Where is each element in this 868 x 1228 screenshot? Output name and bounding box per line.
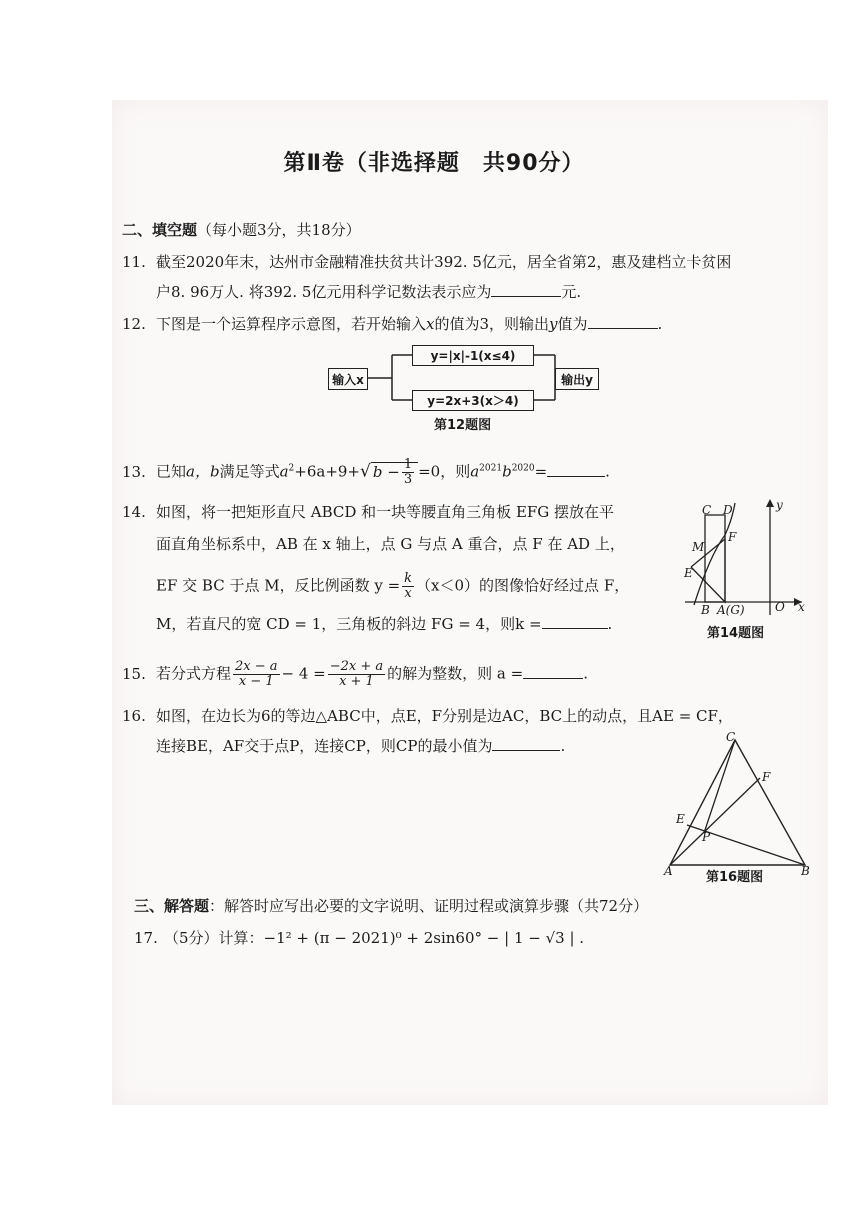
label-y: y (776, 498, 783, 512)
question-15-text-a: 若分式方程 (156, 664, 232, 683)
section-2-note: （每小题3分，共18分） (197, 221, 361, 239)
question-13-text-b: 满足等式 (219, 462, 280, 481)
expr-middle: +6a+9+ (294, 462, 361, 481)
exp-a: 2021 (479, 463, 503, 474)
section-2-title: 二、填空题 (122, 221, 198, 239)
label-F16: F (762, 770, 771, 784)
question-12-end: . (657, 315, 663, 333)
question-11-text-2: 户8. 96万人. 将392. 5亿元用科学记数法表示应为 (156, 283, 492, 301)
frac-k: k (404, 571, 413, 586)
page-title: 第Ⅱ卷（非选择题 共90分） (283, 151, 585, 176)
question-12-line (122, 314, 662, 334)
var-x: x (426, 315, 435, 333)
question-12-text-c: 值为 (557, 315, 588, 333)
figure-16-caption: 第16题图 (706, 870, 764, 885)
label-M: M (692, 540, 705, 554)
question-16-line1 (122, 706, 733, 726)
frac1-num: 2x − a (235, 659, 278, 674)
question-11-unit: 元. (561, 283, 582, 301)
question-14-line1 (122, 502, 614, 522)
question-14-line3 (156, 572, 629, 601)
frac2-den: x + 1 (339, 674, 374, 689)
question-15-text-b: 的解为整数，则 a = (387, 664, 524, 683)
question-11-text: 截至2020年末，达州市金融精准扶贫共计392. 5亿元，居全省第2，惠及建档立卡贫困 (156, 253, 732, 271)
question-14-text-3a: EF 交 BC 于点 M，反比例函数 y = (156, 576, 401, 595)
answer-blank-11[interactable] (491, 282, 561, 297)
question-14-line4 (156, 614, 612, 634)
question-15-line (122, 660, 588, 689)
input-box: 输入x (328, 368, 368, 390)
label-P16: P (702, 830, 711, 844)
var-ab: a，b (186, 462, 220, 481)
frac-den: 3 (403, 472, 413, 487)
question-13-end: . (605, 462, 610, 481)
res-a: a (470, 462, 480, 481)
label-O: O (775, 600, 785, 614)
question-17-line (134, 928, 584, 948)
fraction-2 (328, 660, 385, 689)
label-C16: C (726, 730, 736, 744)
question-14-text-1: 如图，将一把矩形直尺 ABCD 和一块等腰直角三角板 EFG 摆放在平 (156, 503, 615, 521)
question-13-text-a: 已知 (156, 462, 187, 481)
question-17-number: 17. (134, 929, 158, 947)
question-11-line2 (156, 282, 581, 302)
frac1-den: x − 1 (238, 674, 274, 689)
section-3-note: ：解答时应写出必要的文字说明、证明过程或演算步骤（共72分） (209, 897, 649, 915)
question-14-number: 14. (122, 503, 146, 521)
fraction-k-over-x (402, 572, 414, 601)
label-B: B (701, 603, 710, 617)
label-D: D (723, 503, 733, 517)
question-12-text-a: 下图是一个运算程序示意图，若开始输入 (156, 315, 427, 333)
question-14-text-4: M，若直尺的宽 CD = 1，三角板的斜边 FG = 4，则k = (156, 615, 542, 633)
answer-blank-16[interactable] (492, 736, 560, 751)
answer-blank-12[interactable] (588, 314, 658, 329)
question-12-number: 12. (122, 315, 146, 333)
label-x: x (798, 600, 805, 614)
answer-blank-13[interactable] (547, 462, 605, 477)
sqrt-b: b − (372, 462, 400, 481)
question-12-text-b: 的值为3，则输出 (434, 315, 550, 333)
question-13-number: 13. (122, 462, 146, 481)
expr-eq2: = (534, 462, 548, 481)
question-14-line2: 面直角坐标系中，AB 在 x 轴上，点 G 与点 A 重合，点 F 在 AD 上， (156, 535, 625, 553)
question-13-line: 13. 已知a，b满足等式$a^2+6a+9+√$ b − $\frac{1}{3}$ =0，则$a^{2021}b^{2020}=$ . (122, 457, 610, 487)
question-16-line2 (156, 736, 565, 756)
expr-a: a (279, 462, 289, 481)
rule-top-box: y=|x|-1(x≤4) (412, 345, 534, 366)
sqrt-term (371, 457, 418, 487)
frac2-num: −2x + a (329, 659, 384, 674)
label-A16: A (664, 864, 673, 878)
question-15-end: . (583, 664, 588, 683)
label-AG: A(G) (717, 603, 745, 617)
figure-16-drawing (660, 730, 820, 870)
figure-14-drawing (680, 495, 810, 620)
answer-blank-15[interactable] (523, 664, 583, 679)
question-14-text-3b: （x＜0）的图像恰好经过点 F， (416, 576, 630, 595)
label-E16: E (676, 812, 685, 826)
section-3-heading (134, 896, 648, 916)
frac-x: x (404, 586, 412, 601)
fraction-1 (233, 660, 280, 689)
label-B16: B (801, 864, 810, 878)
exp-b: 2020 (511, 463, 535, 474)
var-y: y (549, 315, 558, 333)
section-2-heading (122, 220, 361, 240)
question-15-number: 15. (122, 664, 146, 683)
figure-12-caption: 第12题图 (434, 418, 492, 433)
rule-bottom-box: y=2x+3(x＞4) (412, 390, 534, 411)
answer-blank-14[interactable] (542, 614, 608, 629)
figure-14-caption: 第14题图 (707, 626, 765, 641)
question-16-number: 16. (122, 707, 146, 725)
frac-num: 1 (403, 457, 413, 472)
question-11-line1 (122, 252, 731, 272)
question-15-mid: − 4 = (281, 664, 326, 683)
question-17-text: （5分）计算：−1² + (π − 2021)⁰ + 2sin60° − | 1 − √3 | . (164, 929, 585, 947)
label-C: C (702, 503, 712, 517)
expr-eq: =0，则 (418, 462, 471, 481)
label-E: E (684, 566, 693, 580)
label-F: F (728, 530, 737, 544)
output-box: 输出y (555, 368, 599, 390)
question-11-number: 11. (122, 253, 146, 271)
question-16-end: . (560, 737, 566, 755)
question-14-end: . (607, 615, 613, 633)
res-b: b (502, 462, 512, 481)
question-16-text-2: 连接BE，AF交于点P，连接CP，则CP的最小值为 (156, 737, 493, 755)
fraction-one-third (402, 458, 414, 487)
section-3-title: 三、解答题 (134, 897, 210, 915)
question-16-text-1: 如图，在边长为6的等边△ABC中，点E，F分别是边AC，BC上的动点，且AE = CF， (156, 707, 733, 725)
